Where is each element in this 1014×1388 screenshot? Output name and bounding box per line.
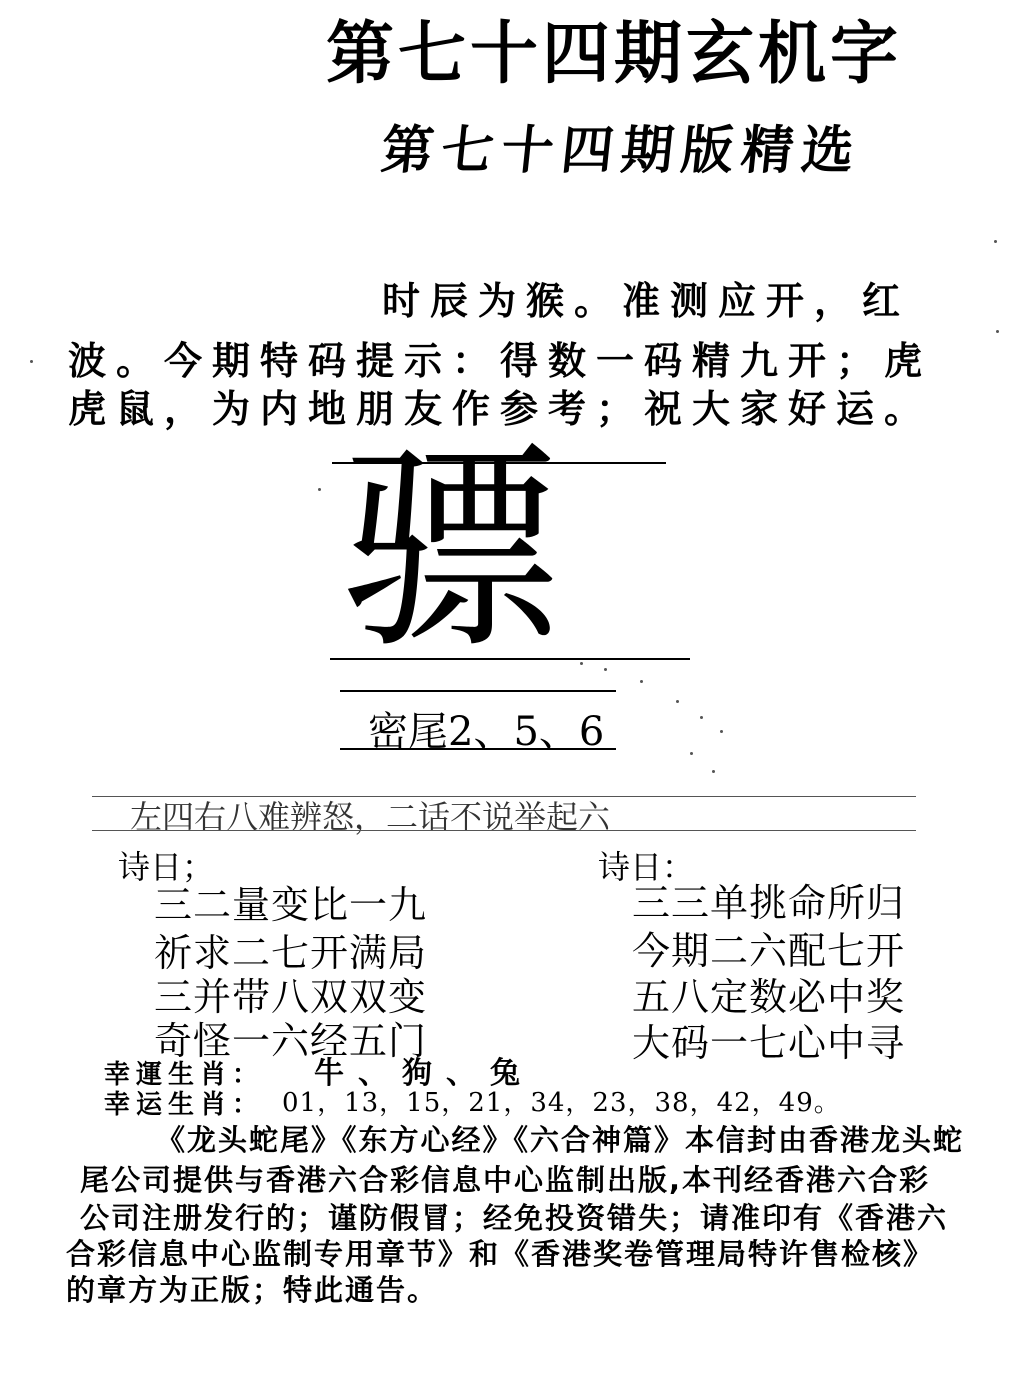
- poem-right-label: 诗日：: [598, 848, 695, 886]
- poem-left-line-2: 祈求二七开满局: [154, 931, 428, 975]
- poem-left-line-4: 奇怪一六经五门: [154, 1019, 428, 1063]
- notice-line-1: 《龙头蛇尾》《东方心经》《六合神篇》本信封由香港龙头蛇: [156, 1123, 965, 1157]
- tail-numbers: 密尾2、5、6: [368, 709, 605, 755]
- notice-line-5: 的章方为正版；特此通告。: [66, 1273, 439, 1307]
- notice-line-4: 合彩信息中心监制专用章节》和《香港奖卷管理局特许售检核》: [66, 1237, 935, 1271]
- poem-left-line-3: 三并带八双双变: [154, 975, 428, 1019]
- poem-right-line-3: 五八定数必中奖: [632, 975, 906, 1019]
- notice-line-2: 尾公司提供与香港六合彩信息中心监制出版,本刊经香港六合彩: [80, 1163, 931, 1197]
- page-subtitle: 第七十四期版精选: [378, 121, 865, 181]
- lucky-numbers-value: 01，13，15，21，34，23，38，42，49。: [282, 1088, 841, 1118]
- poem-left-label: 诗日；: [118, 848, 215, 886]
- lucky-zodiac-label: 幸運生肖：: [104, 1060, 265, 1090]
- page-title: 第七十四期玄机字: [326, 15, 903, 94]
- intro-line-2: 波。今期特码提示：得数一码精九开；虎: [68, 339, 933, 383]
- poem-right-line-2: 今期二六配七开: [632, 929, 906, 973]
- poem-left-line-1: 三二量变比一九: [154, 883, 428, 927]
- riddle-bottom-rule: [92, 830, 916, 831]
- lucky-zodiac-value: 牛、狗、兔: [314, 1056, 534, 1091]
- notice-line-3: 公司注册发行的；谨防假冒；经免投资错失；请准印有《香港六: [80, 1201, 949, 1235]
- bottom-rule: [330, 658, 690, 660]
- poem-right-line-4: 大码一七心中寻: [632, 1021, 906, 1065]
- lucky-numbers-label: 幸运生肖：: [104, 1090, 265, 1120]
- intro-line-3: 虎鼠，为内地朋友作参考；祝大家好运。: [68, 387, 933, 431]
- poem-right-line-1: 三三单挑命所归: [632, 881, 906, 925]
- mystery-character: 骠: [340, 422, 561, 678]
- riddle-text: 左四右八难辨怒，二话不说举起六: [130, 798, 611, 836]
- intro-line-1: 时辰为猴。准测应开，红: [382, 279, 911, 323]
